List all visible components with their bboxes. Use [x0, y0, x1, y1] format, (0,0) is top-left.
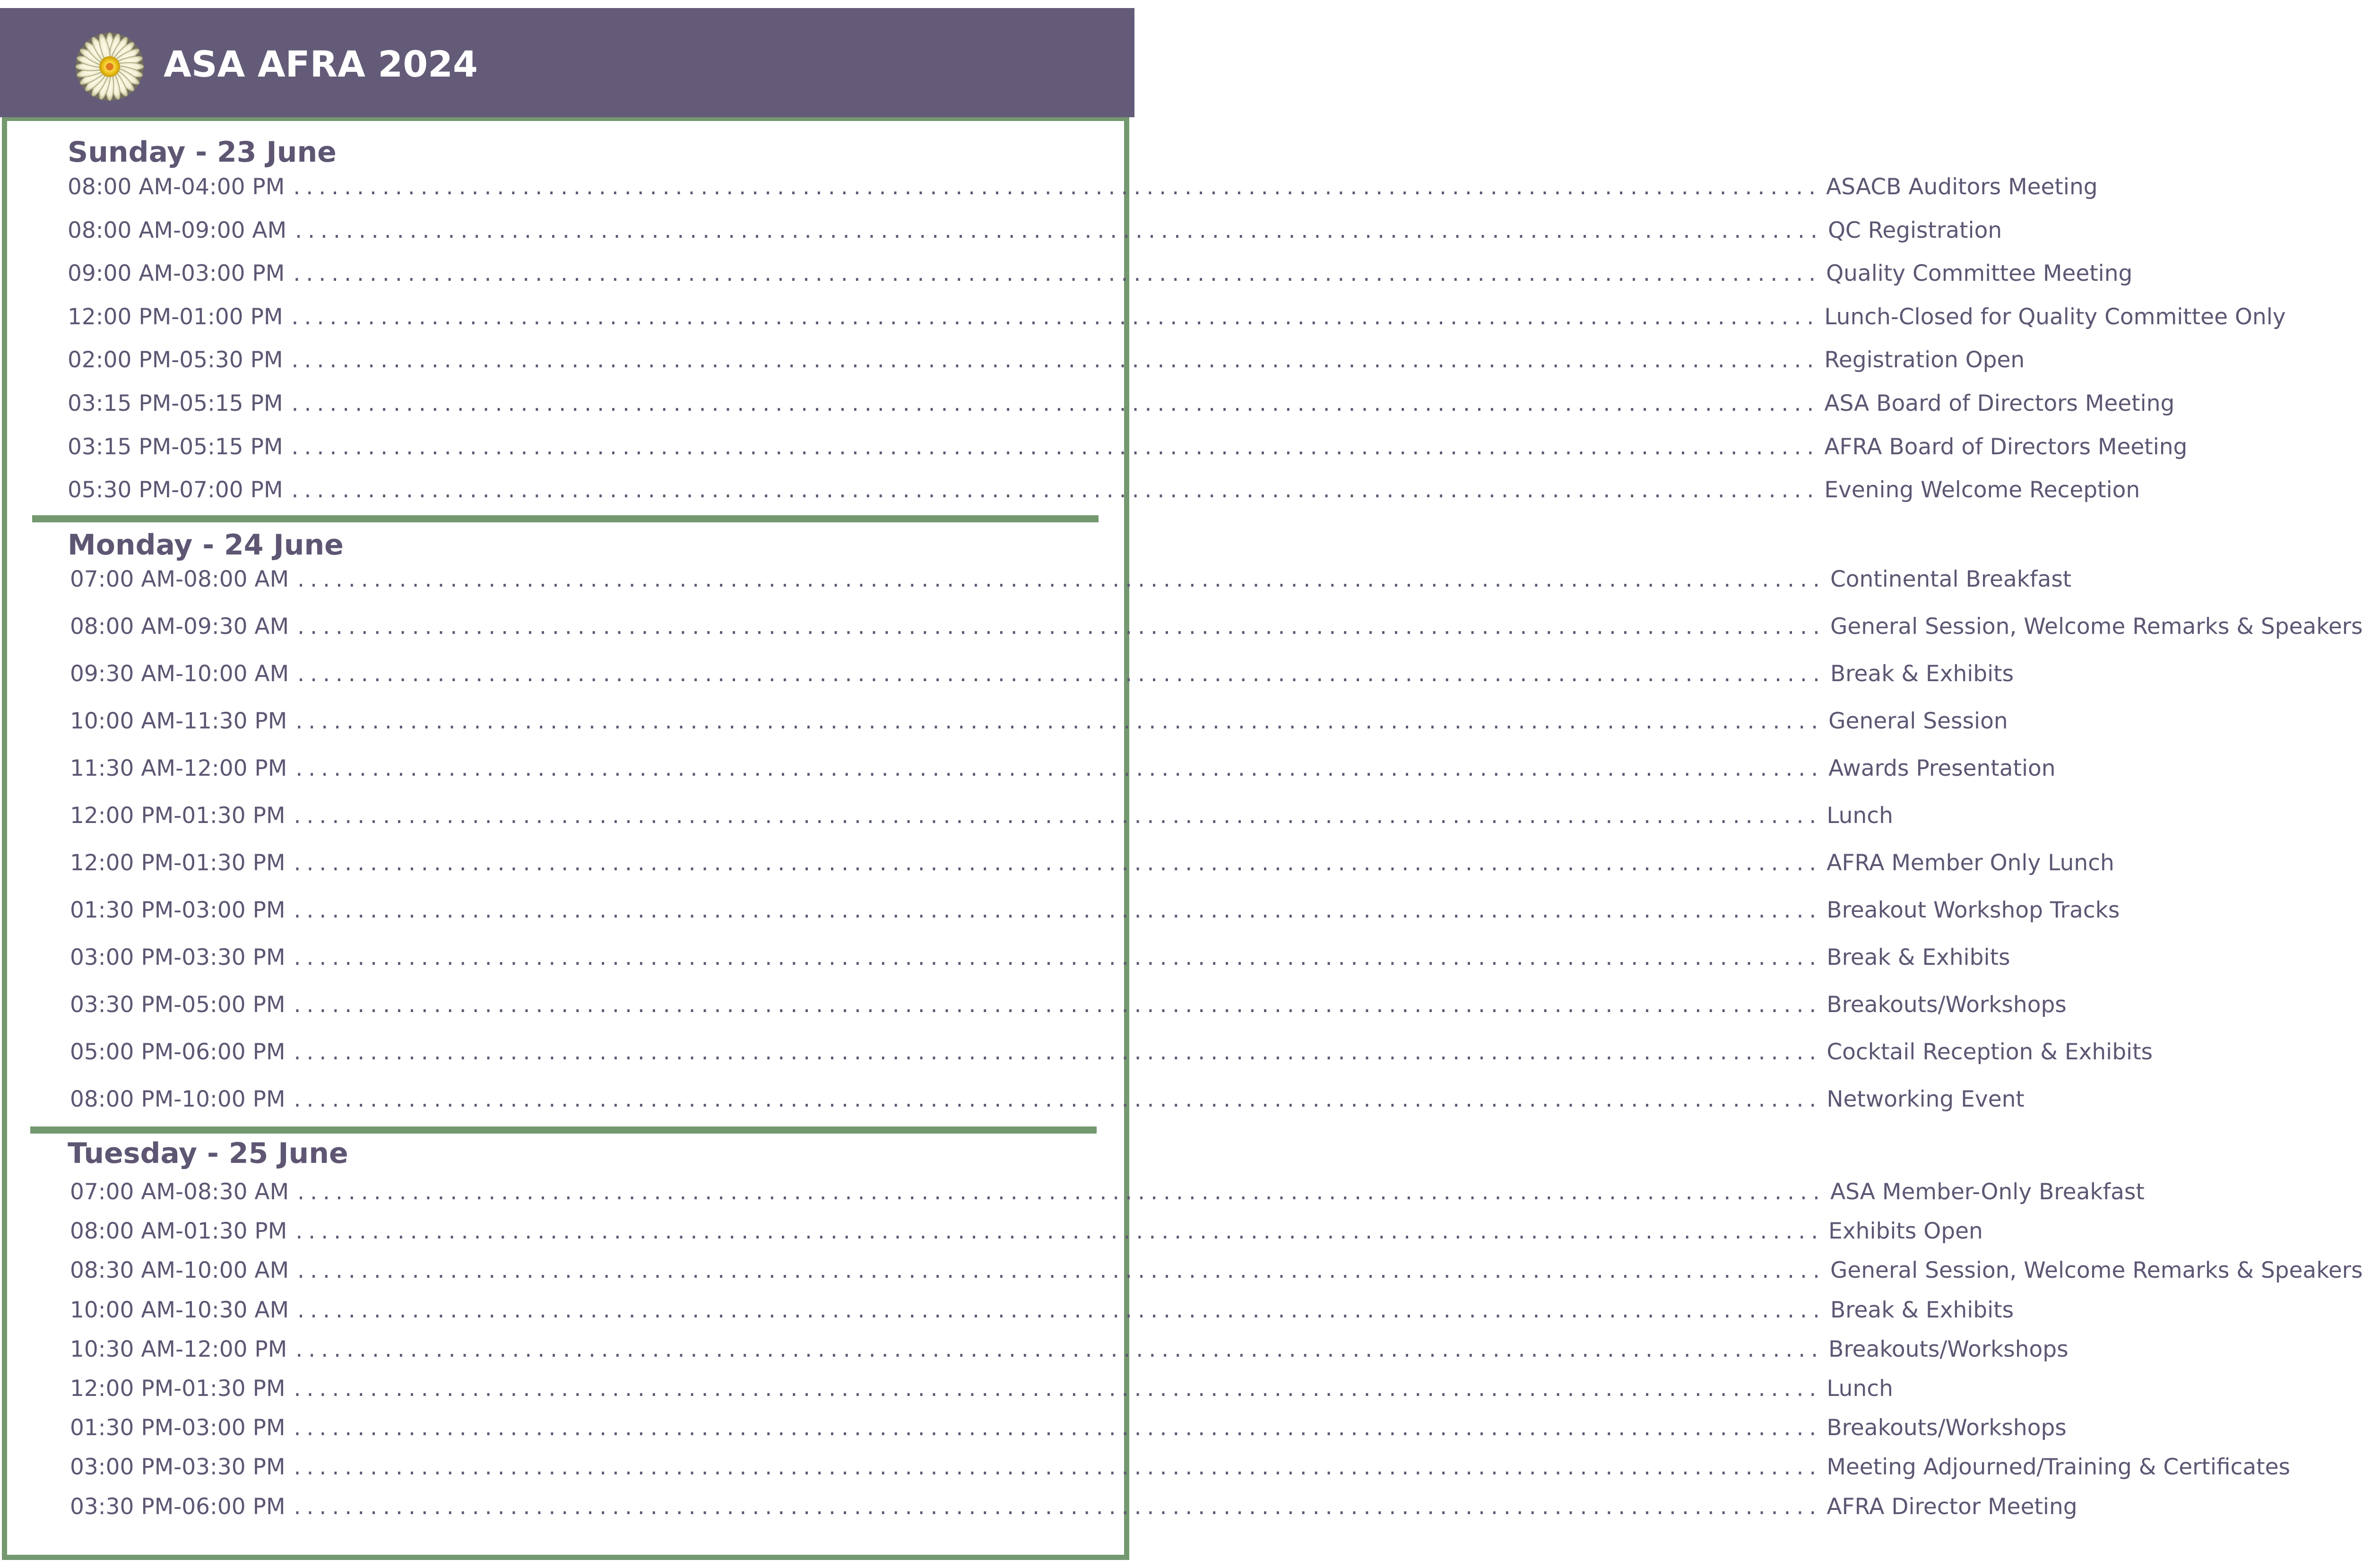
dot-leader: ........................................................................................................................: [291, 434, 1820, 460]
schedule-row: [70, 1494, 2077, 1524]
dot-leader: ........................................................................................................................: [294, 803, 1822, 829]
dot-leader: ........................................................................................................................: [294, 1039, 1822, 1065]
dot-leader: ........................................................................................................................: [297, 661, 1826, 687]
dot-leader: ........................................................................................................................: [295, 708, 1824, 734]
event-name: Meeting Adjourned/Training & Certificates: [1826, 1454, 2290, 1480]
schedule-row: [70, 992, 2067, 1022]
event-name: Lunch: [1826, 1376, 1893, 1402]
schedule-row: [68, 347, 2025, 377]
dot-leader: ........................................................................................................................: [294, 1086, 1822, 1112]
event-name: Break & Exhibits: [1826, 944, 2010, 970]
dot-leader: ........................................................................................................................: [293, 260, 1822, 286]
event-time: 03:00 PM-03:30 PM: [70, 1454, 286, 1480]
event-time: 09:00 AM-03:00 PM: [68, 260, 285, 286]
dot-leader: ........................................................................................................................: [297, 1257, 1826, 1283]
event-time: 05:00 PM-06:00 PM: [70, 1039, 286, 1065]
event-name: ASA Board of Directors Meeting: [1824, 390, 2175, 416]
dot-leader: ........................................................................................................................: [294, 1494, 1822, 1520]
schedule-row: [70, 708, 2008, 738]
event-name: Registration Open: [1824, 347, 2025, 373]
schedule-row: [70, 755, 2056, 786]
dot-leader: ........................................................................................................................: [294, 992, 1822, 1018]
schedule-row: [68, 217, 2002, 248]
event-name: Exhibits Open: [1828, 1218, 1983, 1244]
dot-leader: ........................................................................................................................: [297, 1179, 1826, 1205]
dot-leader: ........................................................................................................................: [294, 850, 1822, 876]
event-name: General Session, Welcome Remarks & Speakers: [1830, 1257, 2363, 1283]
schedule-row: [68, 434, 2188, 464]
event-time: 08:00 AM-04:00 PM: [68, 174, 285, 200]
flower-logo-icon: [74, 31, 146, 103]
dot-leader: ........................................................................................................................: [295, 755, 1824, 781]
event-name: QC Registration: [1827, 217, 2002, 243]
schedule-row: [70, 1179, 2145, 1209]
page-title: ASA AFRA 2024: [164, 43, 478, 85]
event-name: Quality Committee Meeting: [1826, 260, 2133, 286]
schedule-row: [70, 661, 2014, 691]
dot-leader: ........................................................................................................................: [294, 944, 1822, 970]
event-time: 01:30 PM-03:00 PM: [70, 1415, 286, 1441]
event-time: 12:00 PM-01:30 PM: [70, 1376, 286, 1402]
schedule-row: [70, 1086, 2025, 1117]
event-time: 08:00 PM-10:00 PM: [70, 1086, 286, 1112]
schedule-row: [70, 1039, 2153, 1069]
event-name: Continental Breakfast: [1830, 566, 2072, 592]
event-name: Breakouts/Workshops: [1826, 1415, 2067, 1441]
event-time: 03:00 PM-03:30 PM: [70, 944, 286, 970]
event-time: 10:30 AM-12:00 PM: [70, 1336, 287, 1362]
event-time: 03:15 PM-05:15 PM: [68, 434, 283, 460]
event-time: 12:00 PM-01:30 PM: [70, 850, 286, 876]
dot-leader: ........................................................................................................................: [293, 174, 1822, 200]
event-time: 08:00 AM-09:30 AM: [70, 614, 289, 640]
event-time: 08:30 AM-10:00 AM: [70, 1257, 289, 1283]
schedule-row: [70, 1336, 2069, 1367]
day-heading-tuesday: Tuesday - 25 June: [68, 1137, 348, 1170]
schedule-row: [70, 1415, 2067, 1445]
event-name: Break & Exhibits: [1830, 1297, 2014, 1323]
event-time: 03:30 PM-05:00 PM: [70, 992, 286, 1018]
event-name: Awards Presentation: [1828, 755, 2056, 781]
dot-leader: ........................................................................................................................: [291, 477, 1820, 503]
dot-leader: ........................................................................................................................: [294, 1376, 1822, 1402]
event-name: Break & Exhibits: [1830, 661, 2014, 687]
dot-leader: ........................................................................................................................: [297, 566, 1826, 592]
event-time: 12:00 PM-01:00 PM: [68, 304, 283, 330]
event-time: 01:30 PM-03:00 PM: [70, 897, 286, 923]
event-name: Breakouts/Workshops: [1826, 992, 2067, 1018]
schedule-row: [70, 1297, 2014, 1327]
dot-leader: ........................................................................................................................: [297, 614, 1826, 640]
event-name: Networking Event: [1826, 1086, 2025, 1112]
schedule-row: [70, 944, 2010, 975]
schedule-row: [68, 390, 2175, 421]
schedule-row: [70, 614, 2363, 644]
dot-leader: ........................................................................................................................: [294, 1415, 1822, 1441]
event-name: AFRA Member Only Lunch: [1826, 850, 2114, 876]
event-name: Breakout Workshop Tracks: [1826, 897, 2120, 923]
schedule-row: [70, 1376, 1893, 1406]
day-heading-sunday: Sunday - 23 June: [68, 136, 337, 169]
schedule-row: [68, 477, 2140, 507]
event-time: 08:00 AM-09:00 AM: [68, 217, 287, 243]
schedule-row: [70, 850, 2114, 880]
event-time: 03:15 PM-05:15 PM: [68, 390, 283, 416]
schedule-row: [70, 1257, 2363, 1288]
event-name: Cocktail Reception & Exhibits: [1826, 1039, 2153, 1065]
schedule-row: [70, 897, 2120, 927]
dot-leader: ........................................................................................................................: [295, 217, 1823, 243]
schedule-row: [70, 1218, 1983, 1248]
dot-leader: ........................................................................................................................: [297, 1297, 1826, 1323]
dot-leader: ........................................................................................................................: [291, 304, 1820, 330]
event-name: Lunch-Closed for Quality Committee Only: [1824, 304, 2286, 330]
event-time: 11:30 AM-12:00 PM: [70, 755, 287, 781]
event-time: 03:30 PM-06:00 PM: [70, 1494, 286, 1520]
dot-leader: ........................................................................................................................: [291, 390, 1820, 416]
event-time: 02:00 PM-05:30 PM: [68, 347, 283, 373]
event-time: 07:00 AM-08:00 AM: [70, 566, 289, 592]
event-name: AFRA Director Meeting: [1826, 1494, 2077, 1520]
schedule-row: [70, 1454, 2290, 1484]
event-name: Breakouts/Workshops: [1828, 1336, 2069, 1362]
event-time: 12:00 PM-01:30 PM: [70, 803, 286, 829]
event-name: ASACB Auditors Meeting: [1826, 174, 2098, 200]
event-name: General Session, Welcome Remarks & Speakers: [1830, 614, 2363, 640]
event-time: 10:00 AM-10:30 AM: [70, 1297, 289, 1323]
event-name: Lunch: [1826, 803, 1893, 829]
schedule-row: [68, 174, 2098, 204]
event-name: ASA Member-Only Breakfast: [1830, 1179, 2145, 1205]
event-time: 08:00 AM-01:30 PM: [70, 1218, 287, 1244]
event-time: 05:30 PM-07:00 PM: [68, 477, 283, 503]
event-name: General Session: [1828, 708, 2008, 734]
dot-leader: ........................................................................................................................: [291, 347, 1820, 373]
event-time: 10:00 AM-11:30 PM: [70, 708, 287, 734]
event-time: 07:00 AM-08:30 AM: [70, 1179, 289, 1205]
dot-leader: ........................................................................................................................: [294, 897, 1822, 923]
day-heading-monday: Monday - 24 June: [68, 528, 344, 562]
section-divider: [32, 515, 1099, 522]
event-time: 09:30 AM-10:00 AM: [70, 661, 289, 687]
schedule-row: [70, 566, 2072, 597]
dot-leader: ........................................................................................................................: [295, 1218, 1824, 1244]
event-name: AFRA Board of Directors Meeting: [1824, 434, 2188, 460]
event-name: Evening Welcome Reception: [1824, 477, 2140, 503]
schedule-row: [68, 260, 2133, 291]
schedule-row: [68, 304, 2286, 334]
section-divider: [30, 1126, 1097, 1134]
dot-leader: ........................................................................................................................: [294, 1454, 1822, 1480]
dot-leader: ........................................................................................................................: [295, 1336, 1824, 1362]
schedule-row: [70, 803, 1893, 833]
